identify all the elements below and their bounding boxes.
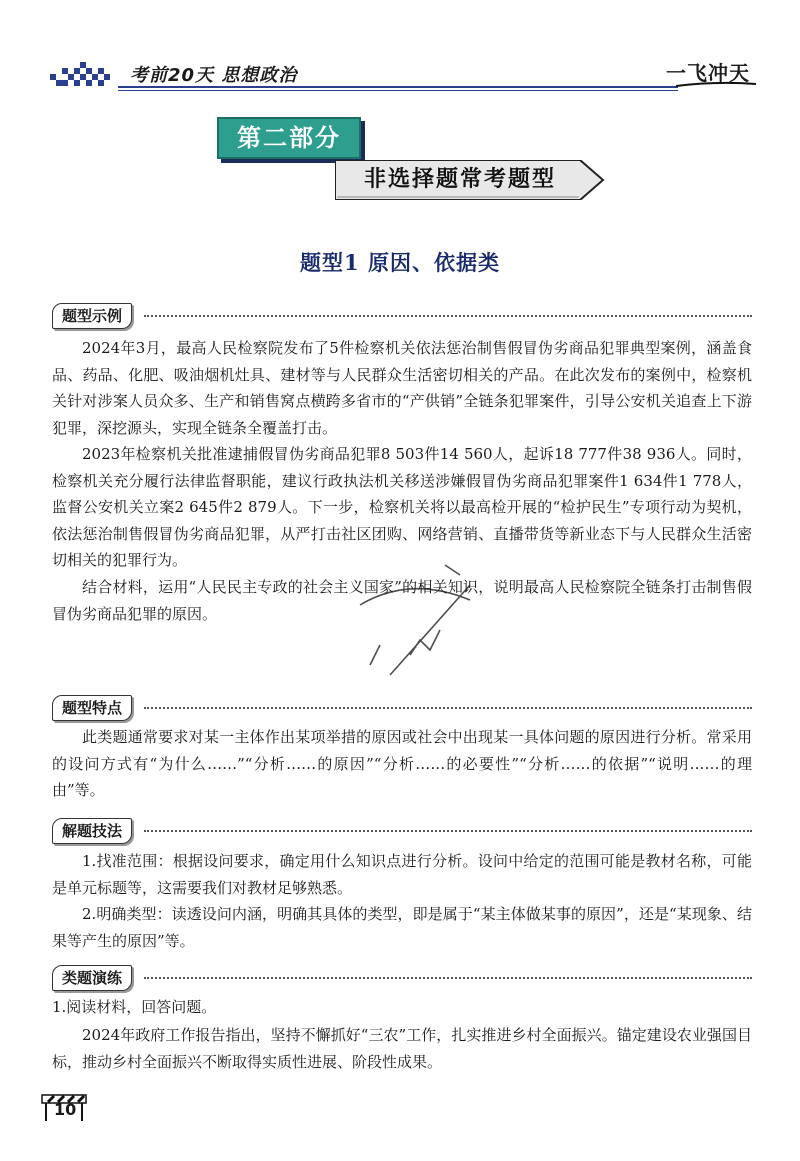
brand-swoosh-icon (676, 81, 756, 87)
features-label-row (52, 695, 752, 721)
example-paragraph-2: 2023年检察机关批准逮捕假冒伪劣商品犯罪8 503件14 560人，起诉18 777件38 936人。同时，检察机关充分履行法律监督职能，建议行政执法机关移送涉嫌假冒伪劣商品犯罪案件1 634件1 778人，监督公安机关立案2 645件2 879人。下一步，检察机关将以最高检开展的“检护民生”专项行动为契机，依法惩治制售假冒伪劣商品犯罪，从严打击社区团购、网络营销、直播带货等新业态下与人民群众生活密切相关的犯罪行为。 (52, 445, 752, 569)
example-label-row (52, 303, 752, 329)
methods-label: 解题技法 (52, 818, 132, 844)
page-number: 10 (54, 1100, 77, 1119)
header-rule-thin (118, 90, 678, 91)
features-paragraph: 此类题通常要求对某一主体作出某项举措的原因或社会中出现某一具体问题的原因进行分析。常采用的设问方式有“为什么……”“分析……的原因”“分析……的必要性”“分析……的依据”“说明……的理由”等。 (52, 728, 752, 799)
example-label: 题型示例 (52, 303, 132, 329)
practice-label: 类题演练 (52, 965, 132, 991)
section-title: 非选择题常考题型 (363, 167, 556, 192)
example-question: 结合材料，运用“人民民主专政的社会主义国家”的相关知识，说明最高人民检察院全链条打击制售假冒伪劣商品犯罪的原因。 (52, 578, 752, 623)
header-rule (118, 86, 678, 88)
checker-pattern-icon (50, 61, 114, 87)
section-banner (335, 160, 605, 200)
practice-question-1: 1.阅读材料，回答问题。 (52, 998, 217, 1016)
practice-label-row (52, 965, 752, 991)
topic-title: 题型1 原因、依据类 (300, 250, 500, 275)
example-paragraph-1: 2024年3月，最高人民检察院发布了5件检察机关依法惩治制售假冒伪劣商品犯罪典型案例，涵盖食品、药品、化肥、吸油烟机灶具、建材等与人民群众生活密切相关的产品。在此次发布的案例中，检察机关针对涉案人员众多、生产和销售窝点横跨多省市的“产供销”全链条犯罪案件，引导公安机关追查上下游犯罪，深挖源头，实现全链条全覆盖打击。 (52, 339, 752, 437)
page-header (40, 55, 760, 93)
stamp-watermark-icon (350, 545, 500, 695)
features-label: 题型特点 (52, 695, 132, 721)
dotted-divider (144, 707, 752, 709)
dotted-divider (144, 830, 752, 832)
dotted-divider (144, 315, 752, 317)
methods-paragraph-2: 2.明确类型：读透设问内涵，明确其具体的类型，即是属于“某主体做某事的原因”，还是“某现象、结果等产生的原因”等。 (52, 905, 752, 950)
methods-label-row (52, 818, 752, 844)
book-title: 考前20天 思想政治 (130, 65, 298, 86)
brand-logo: 一飞冲天 (666, 61, 750, 85)
part-heading: 第二部分 (217, 117, 361, 159)
practice-paragraph-1: 2024年政府工作报告指出，坚持不懈抓好“三农”工作，扎实推进乡村全面振兴。锚定建设农业强国目标，推动乡村全面振兴不断取得实质性进展、阶段性成果。 (52, 1026, 752, 1071)
dotted-divider (144, 977, 752, 979)
methods-paragraph-1: 1.找准范围：根据设问要求，确定用什么知识点进行分析。设问中给定的范围可能是教材名称，可能是单元标题等，这需要我们对教材足够熟悉。 (52, 852, 752, 897)
